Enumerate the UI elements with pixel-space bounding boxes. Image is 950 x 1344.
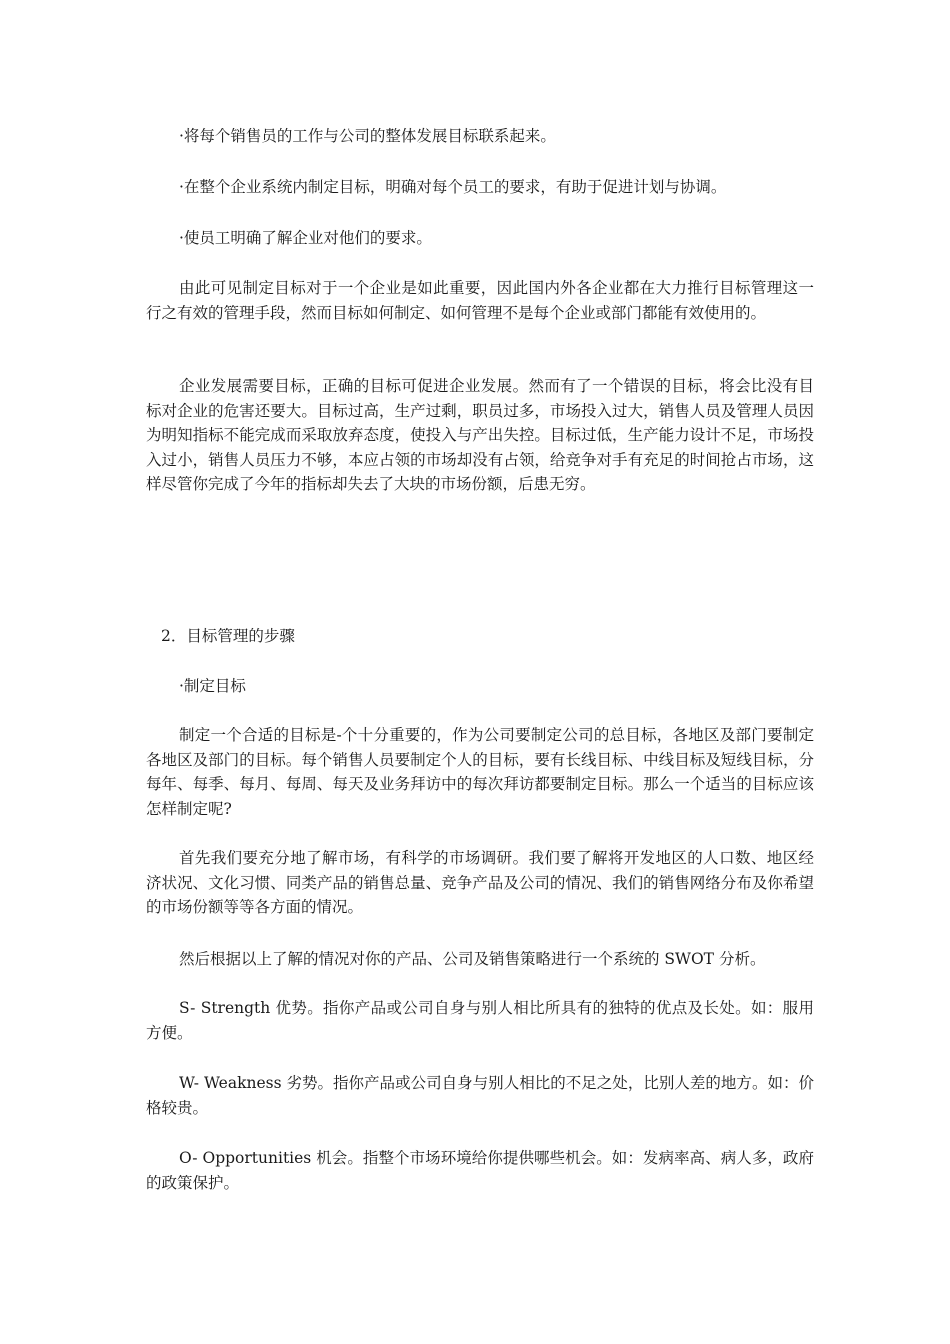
section-heading: 2．目标管理的步骤 bbox=[161, 627, 295, 645]
swot-strength-paragraph: S- Strength 优势。指你产品或公司自身与别人相比所具有的独特的优点及长处。如：服用方便。 bbox=[146, 999, 814, 1042]
bullet-paragraph: ·制定目标 bbox=[179, 677, 246, 695]
swot-opportunities-paragraph: O- Opportunities 机会。指整个市场环境给你提供哪些机会。如：发病率高、病人多，政府的政策保护。 bbox=[146, 1149, 814, 1192]
bullet-paragraph: ·在整个企业系统内制定目标，明确对每个员工的要求，有助于促进计划与协调。 bbox=[179, 178, 727, 196]
body-paragraph: 制定一个合适的目标是-个十分重要的，作为公司要制定公司的总目标，各地区及部门要制定各地区及部门的目标。每个销售人员要制定个人的目标，要有长线目标、中线目标及短线目标，分每年、每季、每月、每周、每天及业务拜访中的每次拜访都要制定目标。那么一个适当的目标应该怎样制定呢? bbox=[146, 726, 814, 818]
body-paragraph: 然后根据以上了解的情况对你的产品、公司及销售策略进行一个系统的 SWOT 分析。 bbox=[179, 950, 766, 968]
bullet-paragraph: ·将每个销售员的工作与公司的整体发展目标联系起来。 bbox=[179, 127, 556, 145]
body-paragraph: 首先我们要充分地了解市场，有科学的市场调研。我们要了解将开发地区的人口数、地区经济状况、文化习惯、同类产品的销售总量、竞争产品及公司的情况、我们的销售网络分布及你希望的市场份额等等各方面的情况。 bbox=[146, 849, 814, 916]
swot-weakness-paragraph: W- Weakness 劣势。指你产品或公司自身与别人相比的不足之处，比别人差的地方。如：价格较贵。 bbox=[146, 1074, 814, 1117]
body-paragraph: 由此可见制定目标对于一个企业是如此重要，因此国内外各企业都在大力推行目标管理这一行之有效的管理手段，然而目标如何制定、如何管理不是每个企业或部门都能有效使用的。 bbox=[146, 279, 814, 322]
body-paragraph: 企业发展需要目标，正确的目标可促进企业发展。然而有了一个错误的目标，将会比没有目标对企业的危害还要大。目标过高，生产过剩，职员过多，市场投入过大，销售人员及管理人员因为明知指标不能完成而采取放弃态度，使投入与产出失控。目标过低，生产能力设计不足，市场投入过小，销售人员压力不够，本应占领的市场却没有占领，给竞争对手有充足的时间抢占市场，这样尽管你完成了今年的指标却失去了大块的市场份额，后患无穷。 bbox=[146, 377, 814, 493]
bullet-paragraph: ·使员工明确了解企业对他们的要求。 bbox=[179, 229, 432, 247]
